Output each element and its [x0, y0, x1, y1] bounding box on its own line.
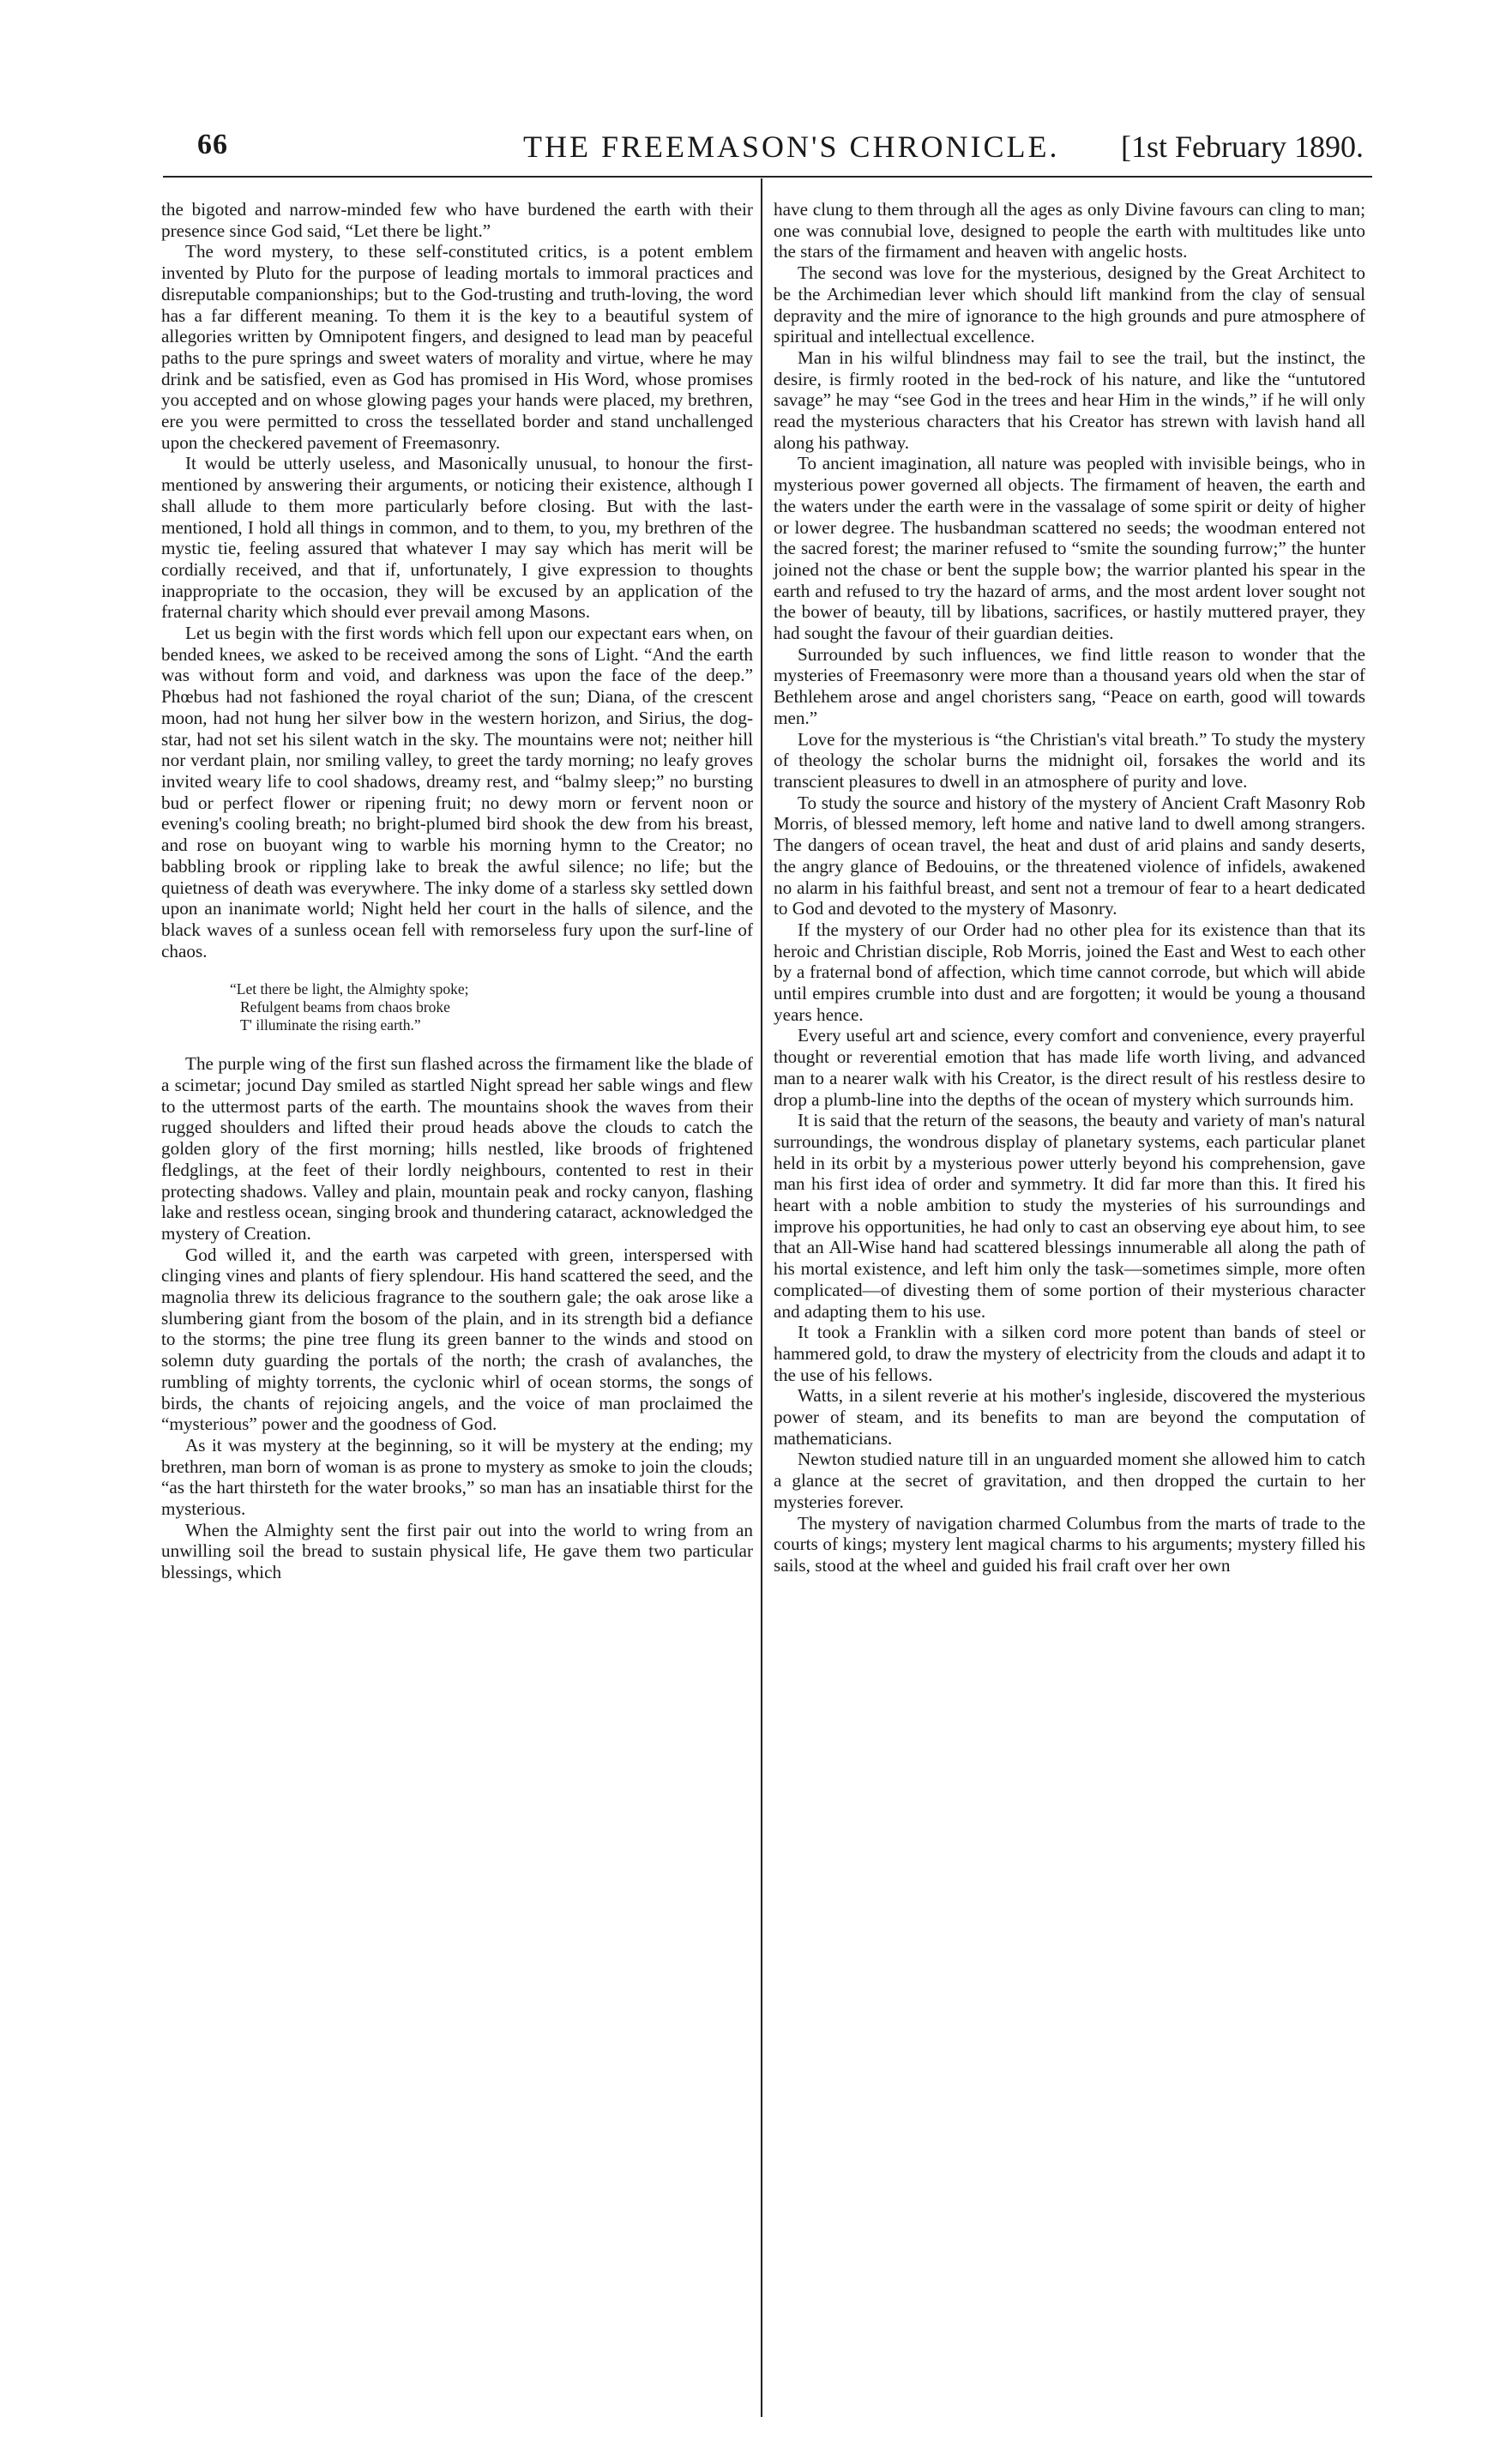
- verse-line: “Let there be light, the Almighty spoke;: [230, 980, 469, 998]
- paragraph: If the mystery of our Order had no other plea for its existence than that its heroic and Christian disciple, Rob Morris, joined the East and West to each other by a fraternal bond of affection, which time cannot corrode, but which will abide until empires crumble into dust and are forgotten; it would be young a thousand years hence.: [774, 919, 1365, 1025]
- paragraph: It is said that the return of the seasons, the beauty and variety of man's natural surroundings, the wondrous display of planetary systems, each particular planet held in its orbit by a mysterious power utterly beyond his comprehension, gave man his first idea of order and symmetry. It did far more than this. It fired his heart with a noble ambition to study the mysteries of his surroundings and improve his opportunities, he had only to cast an observing eye about him, to see that an All-Wise hand had scattered blessings innumerable all along the path of his mortal existence, and left him only the task—sometimes simple, more often complicated—of divesting them of some portion of their mysterious character and adapting them to his use.: [774, 1110, 1365, 1322]
- paragraph: The purple wing of the first sun flashed across the firmament like the blade of a scimetar; jocund Day smiled as startled Night spread her sable wings and flew to the uttermost parts of the earth. The mountains shook the waves from their rugged shoulders and lifted their proud heads above the clouds to catch the golden glory of the first morning; hills nestled, like broods of frightened fledglings, at the feet of their lordly neighbours, contented to rest in their protecting shadows. Valley and plain, mountain peak and rocky canyon, flashing lake and restless ocean, singing brook and thundering cataract, acknowledged the mystery of Creation.: [161, 1053, 753, 1244]
- paragraph: The second was love for the mysterious, designed by the Great Architect to be the Archimedian lever which should lift mankind from the clay of sensual depravity and the mire of ignorance to the high grounds and pure atmosphere of spiritual and intellectual excellence.: [774, 262, 1365, 347]
- paragraph: Love for the mysterious is “the Christian's vital breath.” To study the mystery of theology the scholar burns the midnight oil, forsakes the world and its transcient pleasures to dwell in an atmosphere of purity and love.: [774, 728, 1365, 792]
- paragraph: The word mystery, to these self-constituted critics, is a potent emblem invented by Pluto for the purpose of leading mortals to immoral practices and disreputable companionships; but to the God-trusting and truth-loving, the word has a far different meaning. To them it is the key to a beautiful system of allegories written by Omnipotent fingers, and designed to lead man by peaceful paths to the pure springs and sweet waters of morality and virtue, where he may drink and be satisfied, even as God has promised in His Word, whose promises you accepted and on whose glowing pages your hands were placed, my brethren, ere you were permitted to cross the tessellated border and stand unchallenged upon the checkered pavement of Freemasonry.: [161, 241, 753, 453]
- paragraph: As it was mystery at the beginning, so it will be mystery at the ending; my brethren, man born of woman is as prone to mystery as smoke to join the clouds; “as the hart thirsteth for the water brooks,” so man has an insatiable thirst for the mysterious.: [161, 1434, 753, 1520]
- paragraph: To ancient imagination, all nature was peopled with invisible beings, who in mysterious power governed all objects. The firmament of heaven, the earth and the waters under the earth were in the vassalage of some spirit or deity of higher or lower degree. The husbandman scattered no seeds; the woodman entered not the sacred forest; the mariner refused to “smite the sounding furrow;” the hunter joined not the chase or bent the supple bow; the warrior planted his spear in the earth and refused to try the hazard of arms, and the most ardent lover sought not the bower of beauty, till by libations, sacrifices, or hastily muttered prayer, they had sought the favour of their guardian deities.: [774, 453, 1365, 644]
- paragraph: God willed it, and the earth was carpeted with green, interspersed with clinging vines and plants of fiery splendour. His hand scattered the seed, and the magnolia threw its delicious fragrance to the southern gale; the oak arose like a slumbering giant from the bosom of the plain, and in its strength bid a defiance to the storms; the pine tree flung its green banner to the winds and stood on solemn duty guarding the portals of the north; the crash of avalanches, the rumbling of mighty torrents, the cyclonic whirl of ocean storms, the songs of birds, the chants of rejoicing angels, and the voice of man proclaimed the “mysterious” power and the goodness of God.: [161, 1244, 753, 1435]
- page-number: 66: [197, 129, 228, 160]
- paragraph: To study the source and history of the mystery of Ancient Craft Masonry Rob Morris, of blessed memory, left home and native land to dwell among strangers. The dangers of ocean travel, the heat and dust of arid plains and sandy deserts, the angry glance of Bedouins, or the threatened violence of infidels, awakened no alarm in his faithful breast, and sent not a tremour of fear to a heart dedicated to God and devoted to the mystery of Masonry.: [774, 792, 1365, 919]
- column-divider: [761, 178, 762, 2417]
- right-column: [774, 199, 1365, 1576]
- paragraph: The mystery of navigation charmed Columbus from the marts of trade to the courts of kings; mystery lent magical charms to his arguments; mystery filled his sails, stood at the wheel and guided his frail craft over her own: [774, 1512, 1365, 1576]
- paragraph: It would be utterly useless, and Masonically unusual, to honour the first-mentioned by answering their arguments, or noticing their existence, although I shall allude to them more particularly before closing. But with the last-mentioned, I hold all things in common, and to them, to you, my brethren of the mystic tie, feeling assured that whatever I may say which has merit will be cordially received, and that if, unfortunately, I give expression to thoughts inappropriate to the occasion, they will be excused by an application of the fraternal charity which should ever prevail among Masons.: [161, 453, 753, 623]
- paragraph: have clung to them through all the ages as only Divine favours can cling to man; one was connubial love, designed to people the earth with multitudes like unto the stars of the firmament and heaven with angelic hosts.: [774, 199, 1365, 262]
- paragraph: When the Almighty sent the first pair out into the world to wring from an unwilling soil the bread to sustain physical life, He gave them two particular blessings, which: [161, 1519, 753, 1583]
- left-column: [161, 199, 753, 1583]
- masthead-title: THE FREEMASON'S CHRONICLE.: [523, 130, 1060, 164]
- paragraph: Man in his wilful blindness may fail to see the trail, but the instinct, the desire, is firmly rooted in the bed-rock of his nature, and like the “untutored savage” he may “see God in the trees and hear Him in the winds,” if he will only read the mysterious characters that his Creator has strewn with lavish hand all along his pathway.: [774, 347, 1365, 453]
- paragraph: It took a Franklin with a silken cord more potent than bands of steel or hammered gold, to draw the mystery of electricity from the clouds and adapt it to the use of his fellows.: [774, 1322, 1365, 1385]
- verse-line: Refulgent beams from chaos broke: [240, 998, 450, 1016]
- page-header: [197, 129, 1364, 172]
- paragraph: Watts, in a silent reverie at his mother's ingleside, discovered the mysterious power of steam, and its benefits to man are beyond the computation of mathematicians.: [774, 1385, 1365, 1449]
- verse-line: T' illuminate the rising earth.”: [240, 1016, 421, 1034]
- verse-quote: [230, 980, 753, 1034]
- paragraph: Surrounded by such influences, we find little reason to wonder that the mysteries of Freemasonry were more than a thousand years old when the star of Bethlehem arose and angel choristers sang, “Peace on earth, good will towards men.”: [774, 643, 1365, 728]
- issue-date: [1st February 1890.: [1121, 130, 1364, 164]
- paragraph: Let us begin with the first words which fell upon our expectant ears when, on bended knees, we asked to be received among the sons of Light. “And the earth was without form and void, and darkness was upon the face of the deep.” Phœbus had not fashioned the royal chariot of the sun; Diana, of the crescent moon, had not hung her silver bow in the western horizon, and Sirius, the dog-star, had not set his silent watch in the sky. The mountains were not; neither hill nor verdant plain, nor smiling valley, to greet the tardy morning; no leafy groves invited weary life to cool shadows, dreamy rest, and “balmy sleep;” no bursting bud or perfect flower or ripening fruit; no dewy morn or fervent noon or evening's cooling breath; no bright-plumed bird shook the dew from his breast, and rose on buoyant wing to warble his morning hymn to the Creator; no babbling brook or rippling lake to break the awful silence; no life; but the quietness of death was everywhere. The inky dome of a starless sky settled down upon an inanimate world; Night held her court in the halls of silence, and the black waves of a sunless ocean fell with remorseless fury upon the surf-line of chaos.: [161, 623, 753, 961]
- paragraph: Newton studied nature till in an unguarded moment she allowed him to catch a glance at the secret of gravitation, and then dropped the curtain to her mysteries forever.: [774, 1449, 1365, 1512]
- header-rule: [163, 176, 1372, 178]
- paragraph: Every useful art and science, every comfort and convenience, every prayerful thought or reverential emotion that has made life worth living, and advanced man to a nearer walk with his Creator, is the direct result of his restless desire to drop a plumb-line into the depths of the ocean of mystery which surrounds him.: [774, 1025, 1365, 1110]
- paragraph: the bigoted and narrow-minded few who have burdened the earth with their presence since God said, “Let there be light.”: [161, 199, 753, 241]
